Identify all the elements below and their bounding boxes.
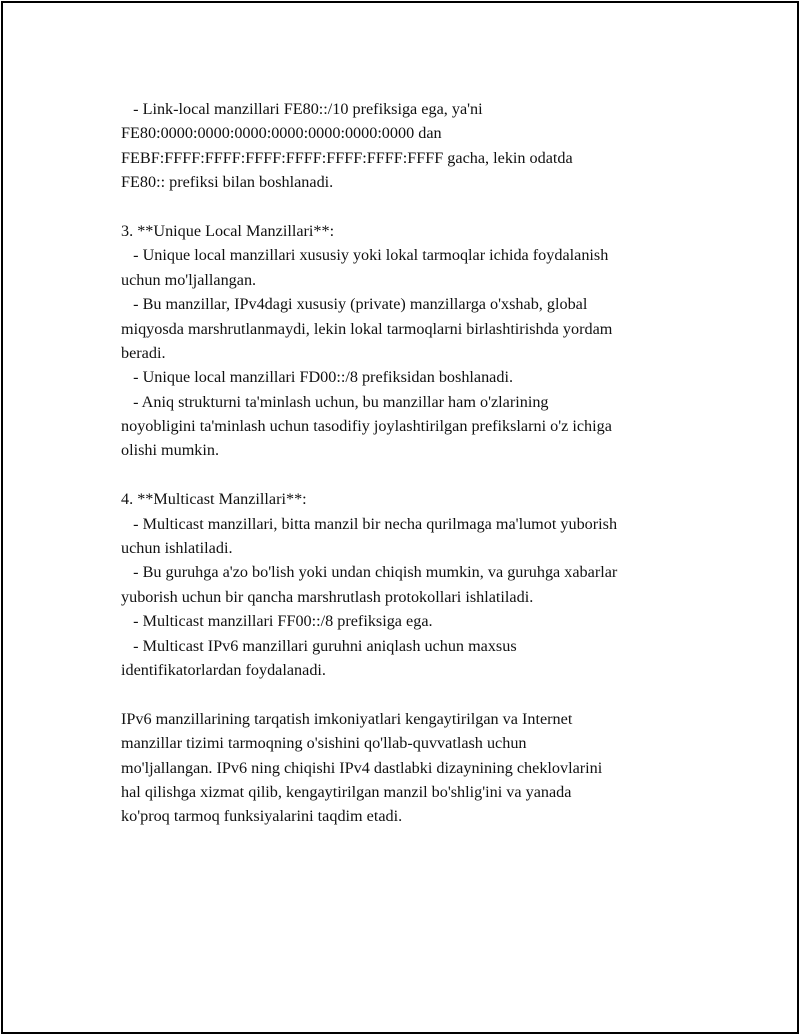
text-line: uchun ishlatiladi. — [121, 539, 233, 558]
text-line: - Aniq strukturni ta'minlash uchun, bu manzillar ham o'zlarining — [121, 392, 549, 411]
text-line: noyobligini ta'minlash uchun tasodifiy joylashtirilgan prefikslarni o'z ichiga — [121, 417, 612, 436]
text-line: beradi. — [121, 343, 166, 362]
text-line: hal qilishga xizmat qilib, kengaytirilgan manzil bo'shlig'ini va yanada — [121, 782, 572, 801]
text-line: - Multicast manzillari, bitta manzil bir necha qurilmaga ma'lumot yuborish — [121, 514, 618, 533]
text-line: uchun mo'ljallangan. — [121, 270, 257, 289]
text-line: - Link-local manzillari FE80::/10 prefiksiga ega, ya'ni — [121, 100, 483, 118]
text-line: 4. **Multicast Manzillari**: — [121, 490, 307, 509]
text-line: FE80:: prefiksi bilan boshlanadi. — [121, 173, 334, 192]
text-line: yuborish uchun bir qancha marshrutlash protokollari ishlatiladi. — [121, 587, 534, 606]
blank-line — [121, 195, 721, 219]
text-line: manzillar tizimi tarmoqning o'sishini qo'llab-quvvatlash uchun — [121, 734, 527, 753]
text-line: mo'ljallangan. IPv6 ning chiqishi IPv4 dastlabki dizaynining cheklovlarini — [121, 758, 603, 777]
text-line: - Unique local manzillari FD00::/8 prefiksidan boshlanadi. — [121, 368, 514, 387]
blank-line — [121, 463, 721, 487]
text-line: olishi mumkin. — [121, 441, 220, 460]
text-line: 3. **Unique Local Manzillari**: — [121, 221, 335, 240]
text-line: identifikatorlardan foydalanadi. — [121, 660, 326, 679]
text-line: - Multicast IPv6 manzillari guruhni aniqlash uchun maxsus — [121, 636, 517, 655]
page-frame — [1, 1, 799, 1034]
text-line: - Unique local manzillari xususiy yoki lokal tarmoqlar ichida foydalanish — [121, 246, 609, 265]
text-line: miqyosda marshrutlanmaydi, lekin lokal tarmoqlarni birlashtirishda yordam — [121, 319, 613, 338]
document-text — [121, 97, 721, 829]
text-line: - Bu manzillar, IPv4dagi xususiy (private) manzillarga o'xshab, global — [121, 295, 588, 314]
text-line: IPv6 manzillarining tarqatish imkoniyatlari kengaytirilgan va Internet — [121, 709, 573, 728]
text-line: ko'proq tarmoq funksiyalarini taqdim etadi. — [121, 807, 403, 826]
text-line: - Bu guruhga a'zo bo'lish yoki undan chiqish mumkin, va guruhga xabarlar — [121, 563, 618, 582]
text-line: - Multicast manzillari FF00::/8 prefiksiga ega. — [121, 612, 433, 631]
blank-line — [121, 682, 721, 706]
text-line: FE80:0000:0000:0000:0000:0000:0000:0000 dan — [121, 124, 442, 143]
text-line: FEBF:FFFF:FFFF:FFFF:FFFF:FFFF:FFFF:FFFF gacha, lekin odatda — [121, 148, 573, 167]
